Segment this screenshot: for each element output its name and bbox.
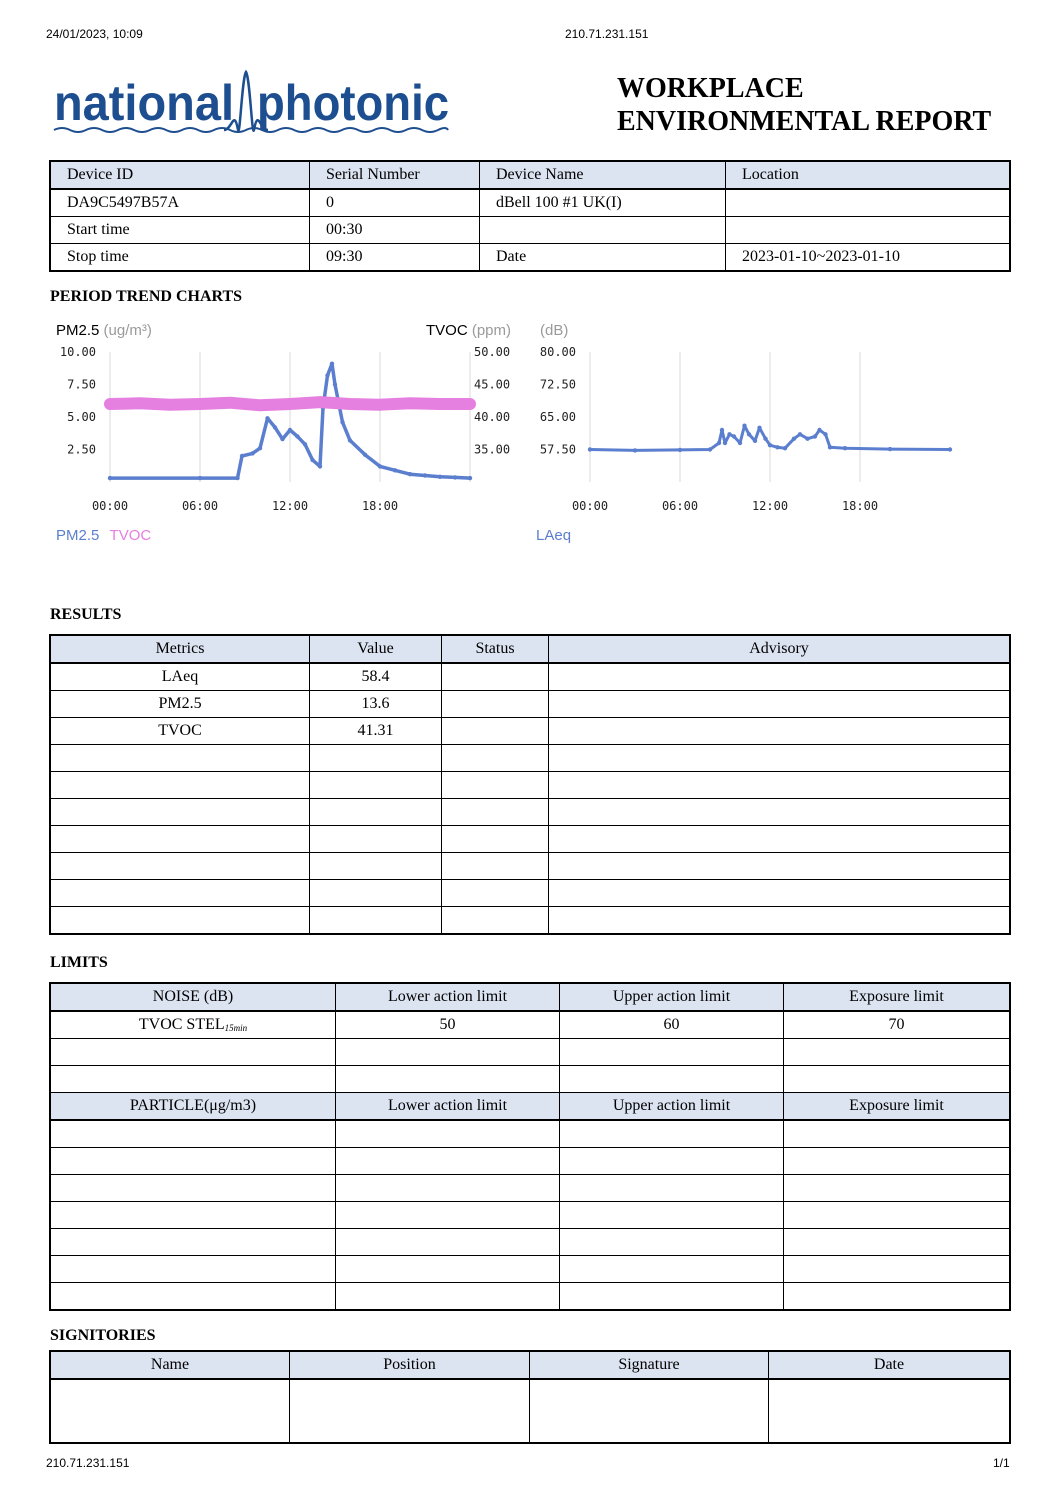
header-value: Value [310,636,442,664]
section-title-limits: LIMITS [50,954,108,971]
empty-cell [51,1066,336,1093]
data-point-pm2-5 [438,475,442,479]
data-point-pm2-5 [265,416,269,420]
metric-name: PM2.5 [51,691,310,718]
header-device-name: Device Name [480,162,726,190]
device-table-header [51,162,1010,190]
particle-limits-header [51,1093,1010,1121]
empty-cell [784,1283,1010,1310]
empty-cell [560,1175,784,1202]
empty-cell [784,1175,1010,1202]
signatory-position-cell [290,1379,530,1443]
y-tick-label: 10.00 [59,345,96,359]
national-photonic-logo [52,68,452,140]
legend-laeq: LAeq [536,527,572,544]
print-datetime: 24/01/2023, 10:09 [46,27,143,41]
header-location: Location [726,162,1010,190]
data-point-laeq [732,434,736,438]
upper-limit-value: 60 [560,1011,784,1039]
svg-text:national: national [54,75,234,131]
metric-value: 58.4 [310,663,442,691]
empty-row [51,1066,1010,1093]
data-point-laeq [717,441,721,445]
empty-cell [560,1066,784,1093]
data-point-pm2-5 [240,454,244,458]
empty-cell [51,1148,336,1175]
laeq-chart [530,340,970,520]
data-point-pm2-5 [198,476,202,480]
report-title-line2: ENVIRONMENTAL REPORT [617,106,992,137]
start-time-value: 00:30 [310,217,480,244]
x-tick-label: 18:00 [361,499,399,513]
data-point-pm2-5 [310,458,314,462]
empty-cell [310,880,442,907]
header-lower-action-limit: Lower action limit [336,1093,560,1121]
device-info-table [50,161,1010,271]
empty-row [51,1283,1010,1310]
data-point-laeq [775,445,779,449]
data-point-tvoc [348,402,352,406]
chart1-right-axis-title [426,322,511,339]
empty-cell [336,1283,560,1310]
data-point-pm2-5 [348,438,352,442]
lower-limit-value: 50 [336,1011,560,1039]
empty-cell [51,907,310,934]
data-point-tvoc [468,402,472,406]
data-point-tvoc [438,402,442,406]
signatory-row [51,1379,1010,1443]
empty-cell [51,853,310,880]
header-advisory: Advisory [549,636,1010,664]
empty-cell [549,826,1010,853]
header-lower-action-limit: Lower action limit [336,984,560,1012]
data-point-laeq [813,434,817,438]
data-point-laeq [747,432,751,436]
empty-cell [310,745,442,772]
empty-cell [336,1039,560,1066]
pm25-tvoc-chart [50,340,530,520]
empty-row [51,853,1010,880]
y-right-tick-label: 45.00 [474,377,511,392]
x-tick-label: 06:00 [661,499,699,513]
data-point-pm2-5 [393,468,397,472]
data-point-laeq [888,447,892,451]
header-device-id: Device ID [51,162,310,190]
data-point-pm2-5 [318,464,322,468]
chart1-legend [56,527,151,544]
empty-cell [442,799,549,826]
data-point-laeq [768,443,772,447]
data-point-pm2-5 [280,437,284,441]
y-tick-label: 57.50 [539,442,576,457]
empty-cell [336,1175,560,1202]
table-row [51,244,1010,271]
empty-cell [442,772,549,799]
device-name-value: dBell 100 #1 UK(I) [480,189,726,217]
x-tick-label: 12:00 [271,499,309,513]
data-point-laeq [805,437,809,441]
empty-cell [310,772,442,799]
empty-cell [549,745,1010,772]
data-point-pm2-5 [333,382,337,386]
data-point-laeq [948,447,952,451]
table-row [51,217,1010,244]
limit-metric-subscript: 15min [224,1023,248,1033]
data-point-pm2-5 [273,425,277,429]
data-point-laeq [763,437,767,441]
empty-row [51,1229,1010,1256]
empty-cell [336,1202,560,1229]
table-row [51,1011,1010,1039]
table-row [51,189,1010,217]
metric-status [442,691,549,718]
chart1-left-axis-unit: (ug/m³) [103,322,152,339]
empty-cell [336,1120,560,1148]
empty-cell [51,799,310,826]
noise-limits-header [51,984,1010,1012]
data-point-laeq [783,446,787,450]
empty-cell [51,1039,336,1066]
empty-cell [442,907,549,934]
report-title-line1: WORKPLACE [617,73,804,104]
empty-row [51,745,1010,772]
data-point-tvoc [258,403,262,407]
y-tick-label: 65.00 [539,410,576,424]
y-right-tick-label: 50.00 [474,345,511,359]
header-noise: NOISE (dB) [51,984,336,1012]
data-point-pm2-5 [258,446,262,450]
data-point-pm2-5 [250,451,254,455]
empty-cell [310,799,442,826]
legend-pm25: PM2.5 [56,527,100,544]
table-row [51,718,1010,745]
date-value: 2023-01-10~2023-01-10 [726,244,1010,271]
header-metrics: Metrics [51,636,310,664]
header-status: Status [442,636,549,664]
empty-row [51,1256,1010,1283]
data-point-laeq [757,426,761,430]
empty-cell [560,1039,784,1066]
data-point-tvoc [168,403,172,407]
header-serial-number: Serial Number [310,162,480,190]
empty-cell [51,1120,336,1148]
data-point-laeq [753,439,757,443]
serial-number-value: 0 [310,189,480,217]
data-point-pm2-5 [363,453,367,457]
data-point-tvoc [138,401,142,405]
data-point-tvoc [198,402,202,406]
empty-cell [51,772,310,799]
legend-tvoc: TVOC [109,527,152,544]
data-point-pm2-5 [303,442,307,446]
empty-row [51,772,1010,799]
empty-cell [51,880,310,907]
empty-cell [784,1148,1010,1175]
x-tick-label: 18:00 [841,499,879,513]
empty-row [51,1148,1010,1175]
empty-cell [310,907,442,934]
chart1-right-axis-unit: (ppm) [471,322,512,339]
x-tick-label: 00:00 [91,499,129,513]
data-point-pm2-5 [235,476,239,480]
metric-value: 13.6 [310,691,442,718]
header-particle: PARTICLE(μg/m3) [51,1093,336,1121]
empty-cell [784,1039,1010,1066]
metric-value: 41.31 [310,718,442,745]
empty-cell [549,880,1010,907]
data-point-pm2-5 [288,428,292,432]
section-title-period-trend: PERIOD TREND CHARTS [50,288,243,305]
empty-cell [442,826,549,853]
results-table [50,635,1010,934]
empty-row [51,1175,1010,1202]
section-title-signatories: SIGNITORIES [50,1327,156,1344]
header-upper-action-limit: Upper action limit [560,1093,784,1121]
empty-cell [51,1202,336,1229]
empty-cell [560,1148,784,1175]
empty-cell [549,772,1010,799]
chart2-axis-unit: (dB) [540,322,569,339]
empty-cell [442,745,549,772]
empty-cell [51,826,310,853]
data-point-tvoc [408,401,412,405]
report-title [617,72,991,138]
header-date: Date [769,1352,1010,1380]
data-point-laeq [792,437,796,441]
empty-cell [784,1202,1010,1229]
x-tick-label: 06:00 [181,499,219,513]
data-point-pm2-5 [468,476,472,480]
stop-time-label: Stop time [51,244,310,271]
empty-row [51,907,1010,934]
results-table-header [51,636,1010,664]
empty-cell [310,826,442,853]
empty-cell [442,853,549,880]
data-point-laeq [633,448,637,452]
signatories-table [50,1351,1010,1443]
empty-row [51,799,1010,826]
empty-row [51,880,1010,907]
location-value [726,189,1010,217]
data-point-laeq [588,447,592,451]
y-tick-label: 72.50 [539,377,576,392]
metric-advisory [549,663,1010,691]
data-point-pm2-5 [108,476,112,480]
y-tick-label: 5.00 [67,410,96,424]
data-point-pm2-5 [408,472,412,476]
empty-cell [51,1175,336,1202]
data-point-pm2-5 [340,420,344,424]
empty-row [51,1202,1010,1229]
data-point-tvoc [288,402,292,406]
stop-time-value: 09:30 [310,244,480,271]
header-exposure-limit: Exposure limit [784,984,1010,1012]
y-right-tick-label: 40.00 [474,410,511,424]
header-position: Position [290,1352,530,1380]
data-point-pm2-5 [295,434,299,438]
signatories-header [51,1352,1010,1380]
empty-cell [549,907,1010,934]
header-exposure-limit: Exposure limit [784,1093,1010,1121]
footer-host: 210.71.231.151 [46,1456,130,1470]
start-time-label: Start time [51,217,310,244]
metric-advisory [549,718,1010,745]
limit-metric-name: TVOC STEL [138,1016,225,1033]
empty-row [51,826,1010,853]
empty-row [51,1120,1010,1148]
signatory-signature-cell [530,1379,769,1443]
header-signature: Signature [530,1352,769,1380]
empty-cell [784,1120,1010,1148]
date-label: Date [480,244,726,271]
empty-cell [560,1256,784,1283]
print-host: 210.71.231.151 [565,27,649,41]
data-point-laeq [738,441,742,445]
data-point-laeq [678,448,682,452]
table-cell [726,217,1010,244]
data-point-tvoc [378,403,382,407]
exposure-limit-value: 70 [784,1011,1010,1039]
data-point-pm2-5 [423,473,427,477]
empty-cell [549,853,1010,880]
metric-name: TVOC [51,718,310,745]
empty-cell [336,1148,560,1175]
empty-cell [784,1229,1010,1256]
empty-cell [784,1256,1010,1283]
empty-cell [560,1283,784,1310]
empty-cell [549,799,1010,826]
signatory-name-cell [51,1379,290,1443]
metric-status [442,663,549,691]
empty-cell [560,1229,784,1256]
y-tick-label: 2.50 [67,442,96,457]
chart1-left-axis-title [56,322,152,339]
limits-table [50,983,1010,1310]
data-point-tvoc [318,400,322,404]
empty-cell [560,1202,784,1229]
x-tick-label: 00:00 [571,499,609,513]
y-tick-label: 80.00 [539,345,576,359]
data-point-laeq [798,432,802,436]
empty-cell [336,1256,560,1283]
empty-cell [336,1066,560,1093]
data-point-laeq [720,428,724,432]
data-point-laeq [823,432,827,436]
data-point-laeq [843,446,847,450]
empty-cell [51,1283,336,1310]
data-point-tvoc [108,402,112,406]
data-point-laeq [828,445,832,449]
data-point-laeq [723,441,727,445]
empty-cell [51,745,310,772]
data-point-pm2-5 [378,464,382,468]
header-upper-action-limit: Upper action limit [560,984,784,1012]
metric-advisory [549,691,1010,718]
empty-cell [51,1256,336,1283]
svg-text:photonic: photonic [257,75,449,131]
empty-row [51,1039,1010,1066]
table-cell [480,217,726,244]
x-tick-label: 12:00 [751,499,789,513]
chart1-right-axis-label: TVOC [426,322,468,339]
data-point-tvoc [228,401,232,405]
device-id-value: DA9C5497B57A [51,189,310,217]
y-right-tick-label: 35.00 [474,442,511,457]
empty-cell [560,1120,784,1148]
empty-cell [442,880,549,907]
empty-cell [336,1229,560,1256]
empty-cell [784,1066,1010,1093]
page-number: 1/1 [993,1456,1010,1470]
empty-cell [51,1229,336,1256]
data-point-laeq [817,428,821,432]
data-point-laeq [708,447,712,451]
signatory-date-cell [769,1379,1010,1443]
metric-name: LAeq [51,663,310,691]
data-point-pm2-5 [325,373,329,377]
section-title-results: RESULTS [50,606,122,623]
table-row [51,663,1010,691]
empty-cell [310,853,442,880]
data-point-pm2-5 [453,475,457,479]
data-point-pm2-5 [330,362,334,366]
data-point-laeq [742,424,746,428]
y-tick-label: 7.50 [67,377,96,392]
chart1-left-axis-label: PM2.5 [56,322,100,339]
data-point-laeq [727,432,731,436]
table-row [51,691,1010,718]
metric-status [442,718,549,745]
header-name: Name [51,1352,290,1380]
limit-metric [51,1011,336,1039]
